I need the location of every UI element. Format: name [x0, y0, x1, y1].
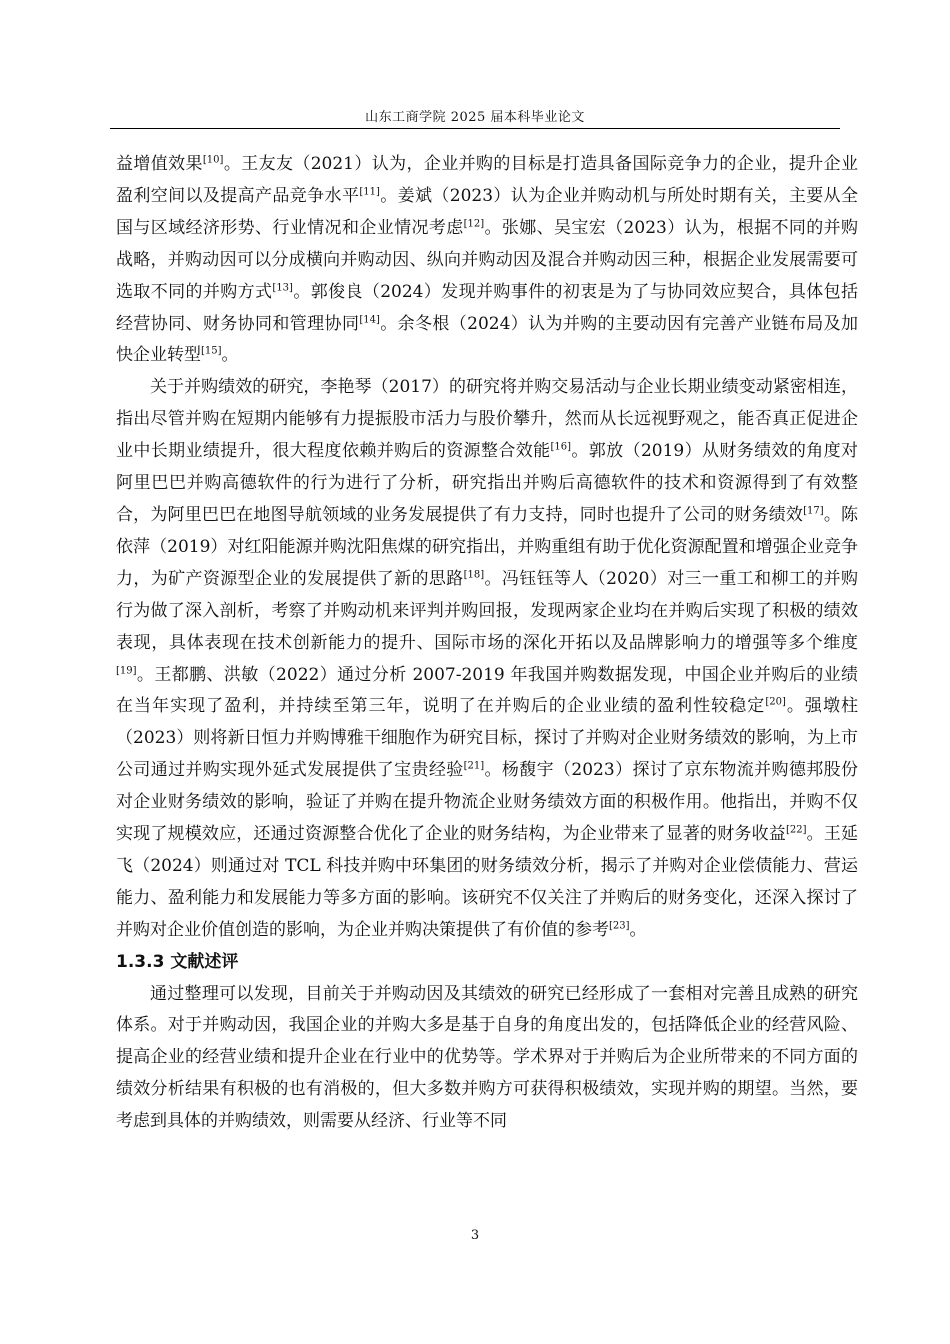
section-heading: 1.3.3 文献述评: [116, 951, 239, 972]
text-run: 益增值效果: [116, 154, 203, 174]
text-run: 关于并购绩效的研究，李艳琴（2017）的研究将并购交易活动与企业长期业绩变动紧密相连，指出尽管并购在短期内能够有力提振股市活力与股价攀升，然而从长远视野观之，能否真正促进企业中长期业绩提升，很大程度依赖并购后的资源整合效能: [116, 377, 858, 462]
text-run: 。王友友（2021）认为，企业并购的目标是打造具备国际竞争力的企业，提升企业盈利空间以及提高产品竞争水平: [116, 154, 859, 206]
citation-ref: [14]: [359, 313, 380, 325]
text-run: 。冯钰钰等人（2020）对三一重工和柳工的并购行为做了深入剖析，考察了并购动机来评判并购回报，发现两家企业均在并购后实现了积极的绩效表现，具体表现在技术创新能力的提升、国际市场的深化开拓以及品牌影响力的增强等多个维度: [116, 568, 859, 653]
citation-ref: [12]: [463, 218, 485, 230]
paragraph-performance: [116, 372, 858, 946]
text-run: 。陈依萍（2019）对红阳能源并购沈阳焦煤的研究指出，并购重组有助于优化资源配置和增强企业竞争力，为矿产资源型企业的发展提供了新的思路: [116, 504, 859, 589]
page-body: [116, 149, 858, 1138]
text-run: 。: [629, 919, 647, 940]
citation-ref: [19]: [116, 664, 137, 676]
page-number: 3: [470, 1228, 480, 1243]
text-run: 。王延飞（2024）则通过对 TCL 科技并购中环集团的财务绩效分析，揭示了并购对企业偿债能力、营运能力、盈利能力和发展能力等多方面的影响。该研究不仅关注了并购后的财务变化，还深入探讨了并购对企业价值创造的影响，为企业并购决策提供了有价值的参考: [116, 824, 859, 940]
citation-ref: [22]: [785, 824, 807, 836]
text-run: 。王都鹏、洪敏（2022）通过分析 2007-2019 年我国并购数据发现，中国企业并购后的业绩在当年实现了盈利，并持续至第三年，说明了在并购后的企业业绩的盈利性较稳定: [116, 664, 858, 717]
citation-ref: [16]: [550, 441, 572, 453]
citation-ref: [11]: [359, 186, 380, 198]
text-run: 。郭俊良（2024）发现并购事件的初衷是为了与协同效应契合，具体包括经营协同、财务协同和管理协同: [116, 281, 858, 334]
paragraph-review: 通过整理可以发现，目前关于并购动因及其绩效的研究已经形成了一套相对完善且成熟的研究体系。对于并购动因，我国企业的并购大多是基于自身的角度出发的，包括降低企业的经营风险、提高企业的经营业绩和提升企业在行业中的优势等。学术界对于并购后为企业所带来的不同方面的绩效分析结果有积极的也有消极的，但大多数并购方可获得积极绩效，实现并购的期望。当然，要考虑到具体的并购绩效，则需要从经济、行业等不同: [116, 983, 858, 1132]
text-run: 。郭放（2019）从财务绩效的角度对阿里巴巴并购高德软件的行为进行了分析，研究指出并购后高德软件的技术和资源得到了有效整合，为阿里巴巴在地图导航领域的业务发展提供了有力支持，同时也提升了公司的财务绩效: [116, 441, 859, 525]
paragraph-motives: [116, 149, 858, 372]
citation-ref: [15]: [201, 345, 222, 357]
text-run: 。张娜、吴宝宏（2023）认为，根据不同的并购战略，并购动因可以分成横向并购动因、纵向并购动因及混合并购动因三种，根据企业发展需要可选取不同的并购方式: [116, 217, 859, 302]
citation-ref: [13]: [272, 281, 293, 293]
running-header: 山东工商学院 2025 届本科毕业论文: [365, 110, 585, 125]
citation-ref: [23]: [609, 920, 630, 932]
text-run: 。姜斌（2023）认为企业并购动机与所处时期有关，主要从全国与区域经济形势、行业情况和企业情况考虑: [116, 185, 859, 238]
citation-ref: [17]: [803, 505, 824, 517]
citation-ref: [18]: [463, 569, 485, 581]
header-rule: [110, 128, 840, 129]
citation-ref: [20]: [765, 696, 786, 708]
text-run: 。余冬根（2024）认为并购的主要动因有完善产业链布局及加快企业转型: [116, 313, 859, 366]
text-run: 。强墩柱（2023）则将新日恒力并购博雅干细胞作为研究目标，探讨了并购对企业财务绩效的影响，为上市公司通过并购实现外延式发展提供了宝贵经验: [116, 696, 859, 781]
citation-ref: [10]: [202, 154, 224, 166]
text-run: 。: [221, 345, 239, 366]
text-run: 。杨馥宇（2023）探讨了京东物流并购德邦股份对企业财务绩效的影响，验证了并购在提升物流企业财务绩效方面的积极作用。他指出，并购不仅实现了规模效应，还通过资源整合优化了企业的财务结构，为企业带来了显著的财务收益: [116, 760, 859, 845]
citation-ref: [21]: [463, 760, 485, 772]
